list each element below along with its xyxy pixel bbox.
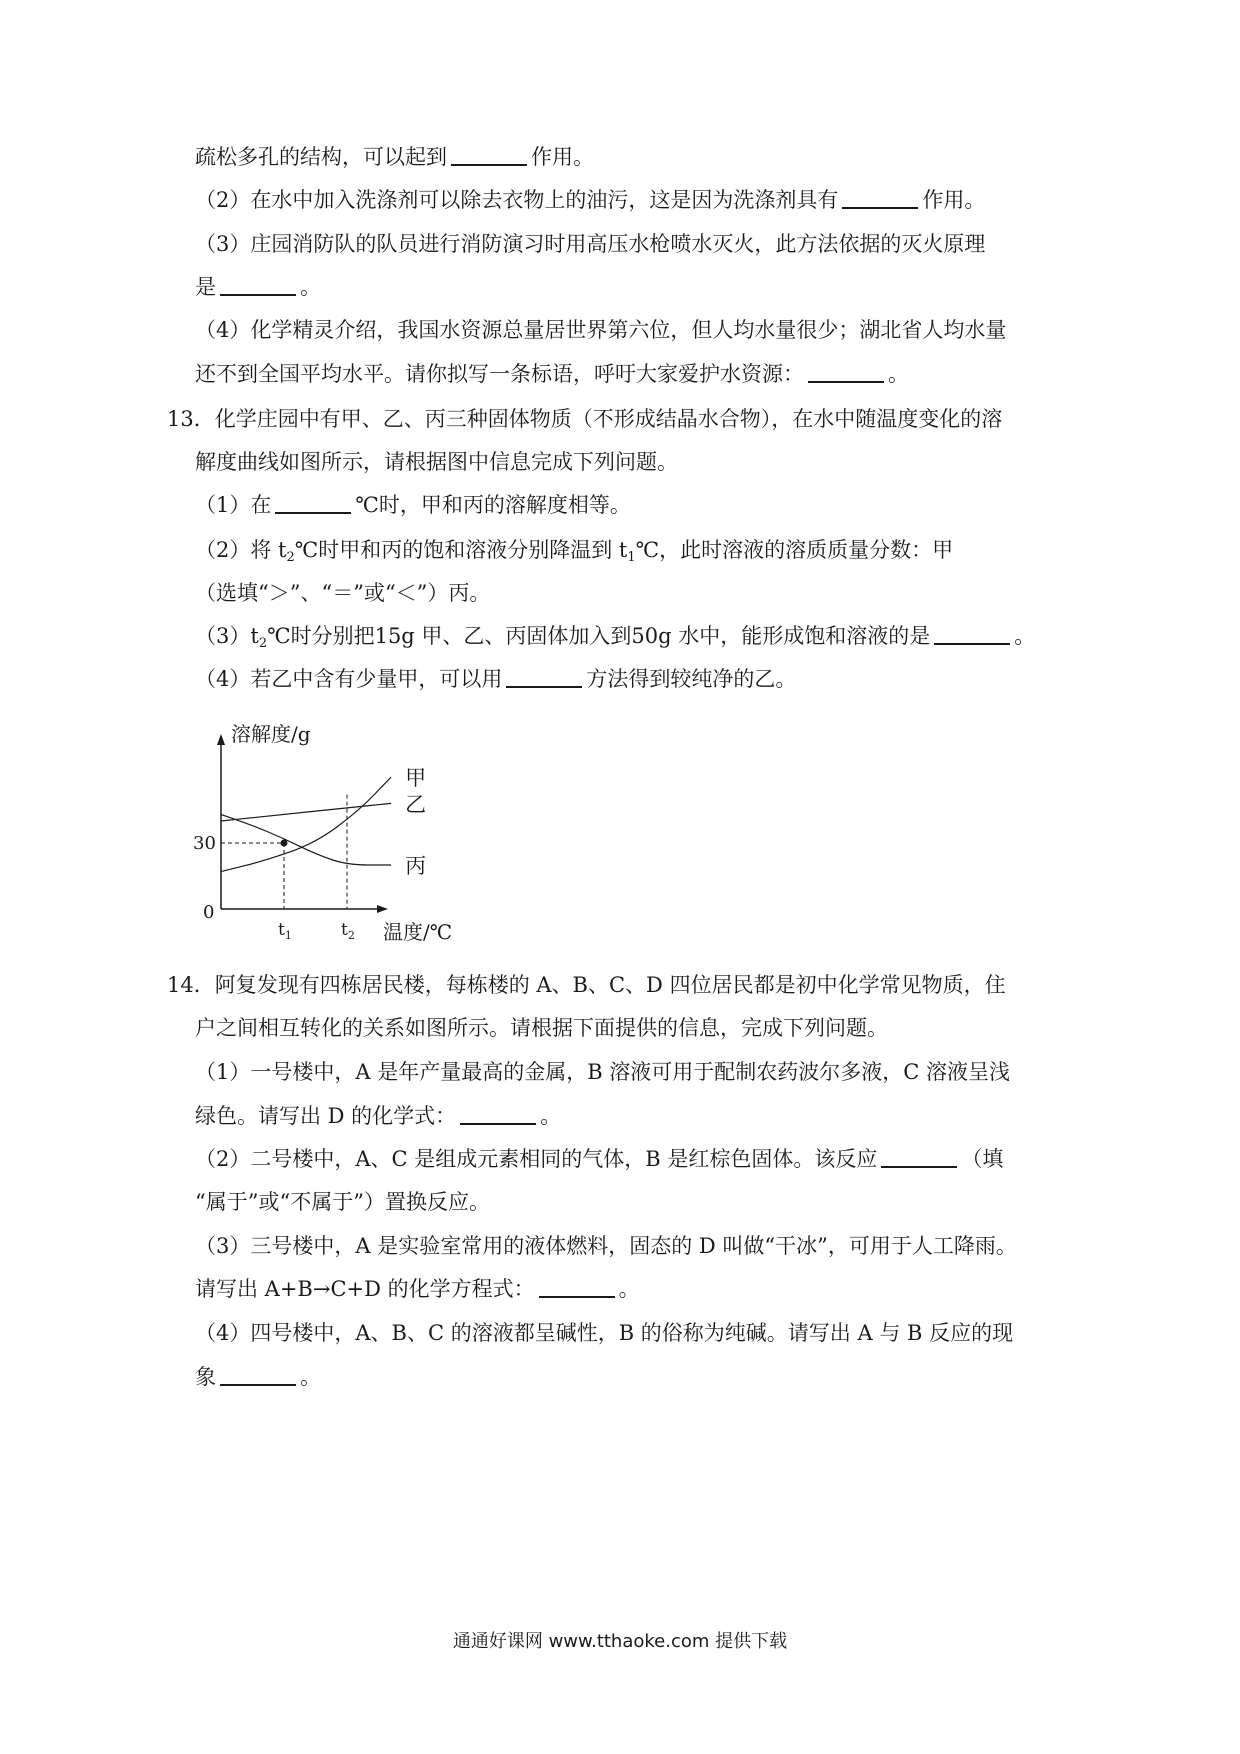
chart-curves xyxy=(221,777,391,872)
q12-line-3: （3）庄园消防队的队员进行消防演习时用高压水枪喷水灭火，此方法依据的灭火原理 xyxy=(195,232,986,256)
q12-line-5: （4）化学精灵介绍，我国水资源总量居世界第六位，但人均水量很少；湖北省人均水量 xyxy=(195,318,1007,342)
y-axis-arrow xyxy=(217,734,225,745)
q12-line-4: 是 。 xyxy=(195,275,321,299)
q13-line-3: （1）在 ℃时，甲和丙的溶解度相等。 xyxy=(195,493,631,517)
q13-line-1: 13．化学庄园中有甲、乙、丙三种固体物质（不形成结晶水合物），在水中随温度变化的溶 xyxy=(167,407,1003,431)
q14-line-5: （2）二号楼中，A、C 是组成元素相同的气体，B 是红棕色固体。该反应 （填 xyxy=(195,1147,1004,1171)
q14-line-4: 绿色。请写出 D 的化学式： 。 xyxy=(195,1104,562,1128)
x-axis-label: 温度/℃ xyxy=(383,920,453,944)
y-tick-30: 30 xyxy=(193,833,216,854)
x-axis-arrow xyxy=(377,905,388,913)
q13-line-5: （选填“＞”、“＝”或“＜”）丙。 xyxy=(195,581,491,605)
series-label-甲: 甲 xyxy=(405,766,427,790)
q12-line-1: 疏松多孔的结构，可以起到 作用。 xyxy=(195,145,594,169)
y-axis-label: 溶解度/g xyxy=(231,722,311,746)
x-tick-sub-1: 1 xyxy=(284,929,292,942)
x-tick-2: $t_2$ xyxy=(341,920,355,942)
q14-line-9: （4）四号楼中，A、B、C 的溶液都呈碱性，B 的俗称为纯碱。请写出 A 与 B 反应的现 xyxy=(195,1321,1014,1345)
answer-blank[interactable] xyxy=(842,187,918,209)
curve-丙 xyxy=(221,814,391,865)
answer-blank[interactable] xyxy=(451,144,527,166)
chart-axes xyxy=(217,734,388,913)
x-tick-sub-2: 2 xyxy=(347,929,355,942)
y-tick-0: 0 xyxy=(203,902,215,923)
chart-guides xyxy=(221,795,347,909)
chart-labels xyxy=(193,722,452,944)
q14-line-10: 象 。 xyxy=(195,1365,321,1389)
answer-blank[interactable] xyxy=(881,1146,957,1168)
answer-blank[interactable] xyxy=(808,361,884,383)
curve-甲 xyxy=(221,777,391,872)
q13-line-6: $(3)t_2℃$时分别把15g 甲、乙、丙固体加入到50g 水中，能形成饱和溶液的是 。 xyxy=(195,624,1036,651)
page-footer: 通通好课网 www.tthaoke.com 提供下载 xyxy=(452,1631,788,1652)
curve-乙 xyxy=(221,803,391,821)
q13-line-4: （2）将 $t_2℃$时甲和丙的饱和溶液分别降温到 $t_1℃$，此时溶液的溶质质量分数：甲 xyxy=(195,538,954,565)
q14-line-6: “属于”或“不属于”）置换反应。 xyxy=(195,1190,490,1214)
intersection-point xyxy=(281,840,288,847)
answer-blank[interactable] xyxy=(506,666,582,688)
q14-line-1: 14．阿复发现有四栋居民楼，每栋楼的 A、B、C、D 四位居民都是初中化学常见物质，住 xyxy=(167,973,1006,997)
answer-blank[interactable] xyxy=(220,274,296,296)
series-label-乙: 乙 xyxy=(405,792,427,817)
answer-blank[interactable] xyxy=(275,492,351,514)
q14-line-8: 请写出 A+B→C+D 的化学方程式： 。 xyxy=(195,1277,640,1301)
answer-blank[interactable] xyxy=(934,623,1010,645)
x-tick-1: $t_1$ xyxy=(278,920,292,942)
q14-line-7: （3）三号楼中，A 是实验室常用的液体燃料，固态的 D 叫做“干冰”，可用于人工降雨。 xyxy=(195,1234,1017,1258)
q14-line-2: 户之间相互转化的关系如图所示。请根据下面提供的信息，完成下列问题。 xyxy=(195,1016,888,1040)
answer-blank[interactable] xyxy=(539,1276,615,1298)
q12-line-6: 还不到全国平均水平。请你拟写一条标语，呼吁大家爱护水资源： 。 xyxy=(195,362,909,386)
q14-line-3: （1）一号楼中，A 是年产量最高的金属，B 溶液可用于配制农药波尔多液，C 溶液呈浅 xyxy=(195,1060,1011,1084)
q12-line-2: （2）在水中加入洗涤剂可以除去衣物上的油污，这是因为洗涤剂具有 作用。 xyxy=(195,188,986,212)
solubility-chart xyxy=(193,722,473,957)
answer-blank[interactable] xyxy=(460,1103,536,1125)
q13-line-7: （4）若乙中含有少量甲，可以用 方法得到较纯净的乙。 xyxy=(195,667,797,691)
answer-blank[interactable] xyxy=(220,1364,296,1386)
series-label-丙: 丙 xyxy=(405,854,427,878)
q13-line-2: 解度曲线如图所示，请根据图中信息完成下列问题。 xyxy=(195,450,678,474)
